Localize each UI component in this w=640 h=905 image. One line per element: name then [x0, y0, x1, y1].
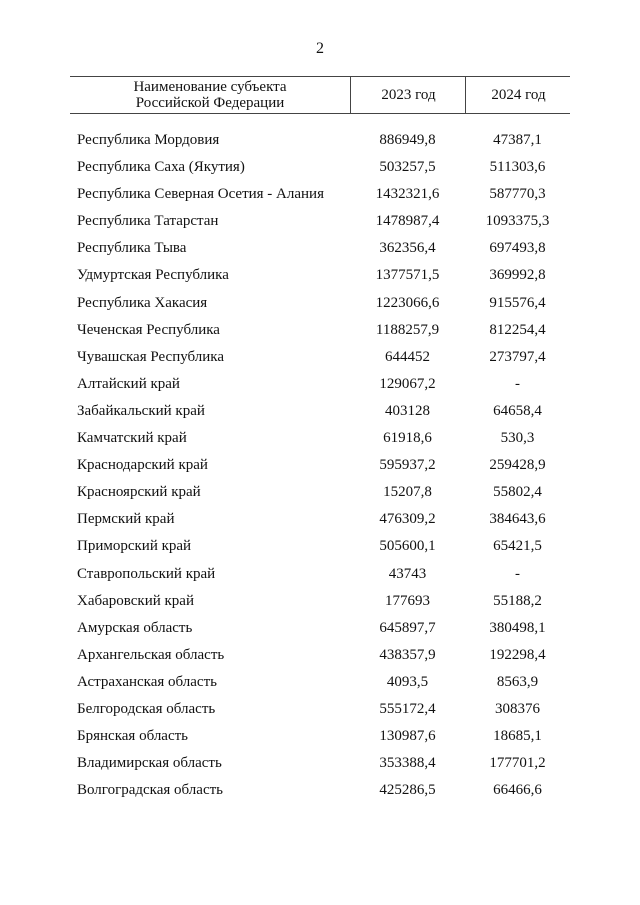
- table-row: [70, 723, 570, 750]
- value-2023: 1478987,4: [375, 213, 440, 230]
- value-2024: 66466,6: [493, 782, 542, 799]
- table-row: [70, 398, 570, 425]
- table-header: [70, 76, 570, 114]
- value-2024: 8563,9: [496, 673, 539, 690]
- value-2023: 15207,8: [383, 484, 432, 501]
- region-name: Алтайский край: [77, 375, 180, 392]
- value-2023: 476309,2: [379, 511, 436, 528]
- table-row: [70, 479, 570, 506]
- value-2024: 65421,5: [493, 538, 542, 555]
- table-row: [70, 506, 570, 533]
- value-2024: 697493,8: [489, 240, 546, 257]
- value-2024: 530,3: [500, 430, 535, 447]
- value-2023: 644452: [385, 348, 430, 365]
- region-name: Белгородская область: [77, 700, 216, 717]
- table-row: [70, 208, 570, 235]
- value-2024: 47387,1: [493, 132, 542, 148]
- region-name: Пермский край: [77, 511, 175, 528]
- region-name: Архангельская область: [77, 646, 225, 663]
- region-name: Краснодарский край: [77, 457, 208, 474]
- value-2024: 369992,8: [489, 267, 546, 284]
- value-2023: 1377571,5: [375, 267, 440, 284]
- region-name: Республика Северная Осетия - Алания: [77, 186, 324, 203]
- value-2024: 273797,4: [489, 348, 546, 365]
- value-2024: 812254,4: [489, 321, 546, 338]
- header-region-name: [70, 77, 350, 113]
- region-name: Брянская область: [77, 728, 189, 745]
- table-row: [70, 777, 570, 804]
- table-row: [70, 127, 570, 154]
- region-name: Ставропольский край: [77, 565, 216, 582]
- page-number: 2: [316, 40, 324, 57]
- value-2023: 130987,6: [379, 728, 436, 745]
- value-2024: 177701,2: [489, 755, 546, 772]
- header-2023: 2023 год: [350, 77, 466, 113]
- value-2023: 353388,4: [379, 755, 436, 772]
- table-row: [70, 615, 570, 642]
- region-name: Волгоградская область: [77, 782, 223, 799]
- region-name: Республика Хакасия: [77, 294, 208, 311]
- value-2023: 362356,4: [379, 240, 436, 257]
- table-body: [70, 127, 570, 804]
- region-name: Приморский край: [77, 538, 192, 555]
- value-2023: 645897,7: [379, 619, 436, 636]
- value-2023: 1432321,6: [375, 186, 440, 203]
- value-2024: 915576,4: [489, 294, 546, 311]
- value-2023: 129067,2: [379, 375, 436, 392]
- region-name: Амурская область: [77, 619, 193, 636]
- table-row: [70, 290, 570, 317]
- region-name: Камчатский край: [77, 430, 187, 447]
- table-row: [70, 533, 570, 560]
- value-2023: 425286,5: [379, 782, 436, 799]
- value-2023: 61918,6: [383, 430, 432, 447]
- value-2024: 64658,4: [493, 402, 542, 419]
- region-name: Астраханская область: [77, 673, 217, 690]
- value-2023: 1188257,9: [375, 321, 440, 338]
- table-row: [70, 262, 570, 289]
- region-name: Республика Саха (Якутия): [77, 159, 245, 176]
- region-name: Владимирская область: [77, 755, 222, 772]
- value-2023: 505600,1: [379, 538, 436, 555]
- value-2024: 587770,3: [489, 186, 546, 203]
- table-row: [70, 154, 570, 181]
- table-row: [70, 317, 570, 344]
- value-2024: 384643,6: [489, 511, 546, 528]
- table-row: [70, 561, 570, 588]
- region-name: Республика Тыва: [77, 240, 187, 257]
- region-name: Хабаровский край: [77, 592, 194, 609]
- region-name: Чувашская Республика: [77, 348, 225, 365]
- table-row: [70, 642, 570, 669]
- value-2024: 55188,2: [493, 592, 542, 609]
- value-2023: 555172,4: [379, 700, 436, 717]
- table-row: [70, 371, 570, 398]
- value-2023: 4093,5: [386, 673, 429, 690]
- table-row: [70, 696, 570, 723]
- value-2023: 503257,5: [379, 159, 436, 176]
- value-2024: 380498,1: [489, 619, 546, 636]
- region-name: Чеченская Республика: [77, 321, 220, 338]
- region-name: Республика Мордовия: [77, 132, 220, 148]
- table-row: [70, 750, 570, 777]
- value-2024: 308376: [495, 700, 540, 717]
- value-2023: 177693: [385, 592, 430, 609]
- header-region-name-line2: Российской Федерации: [135, 95, 285, 111]
- value-2024: 18685,1: [493, 728, 542, 745]
- value-2023: 403128: [385, 402, 430, 419]
- value-2024: 1093375,3: [485, 213, 550, 230]
- value-2024: -: [515, 565, 520, 582]
- value-2024: -: [515, 375, 520, 392]
- table-row: [70, 588, 570, 615]
- value-2024: 259428,9: [489, 457, 546, 474]
- table-row: [70, 425, 570, 452]
- table-row: [70, 235, 570, 262]
- value-2023: 886949,8: [379, 132, 436, 148]
- table-row: [70, 344, 570, 371]
- header-2024: 2024 год: [465, 77, 571, 113]
- value-2024: 192298,4: [489, 646, 546, 663]
- value-2024: 55802,4: [493, 484, 542, 501]
- region-name: Забайкальский край: [77, 402, 205, 419]
- region-name: Красноярский край: [77, 484, 201, 501]
- value-2023: 43743: [388, 565, 427, 582]
- value-2023: 595937,2: [379, 457, 436, 474]
- table-row: [70, 452, 570, 479]
- value-2023: 438357,9: [379, 646, 436, 663]
- table-row: [70, 181, 570, 208]
- table-row: [70, 669, 570, 696]
- value-2024: 511303,6: [489, 159, 546, 176]
- region-name: Удмуртская Республика: [77, 267, 229, 284]
- header-region-name-line1: Наименование субъекта: [133, 79, 287, 95]
- value-2023: 1223066,6: [375, 294, 440, 311]
- region-name: Республика Татарстан: [77, 213, 219, 230]
